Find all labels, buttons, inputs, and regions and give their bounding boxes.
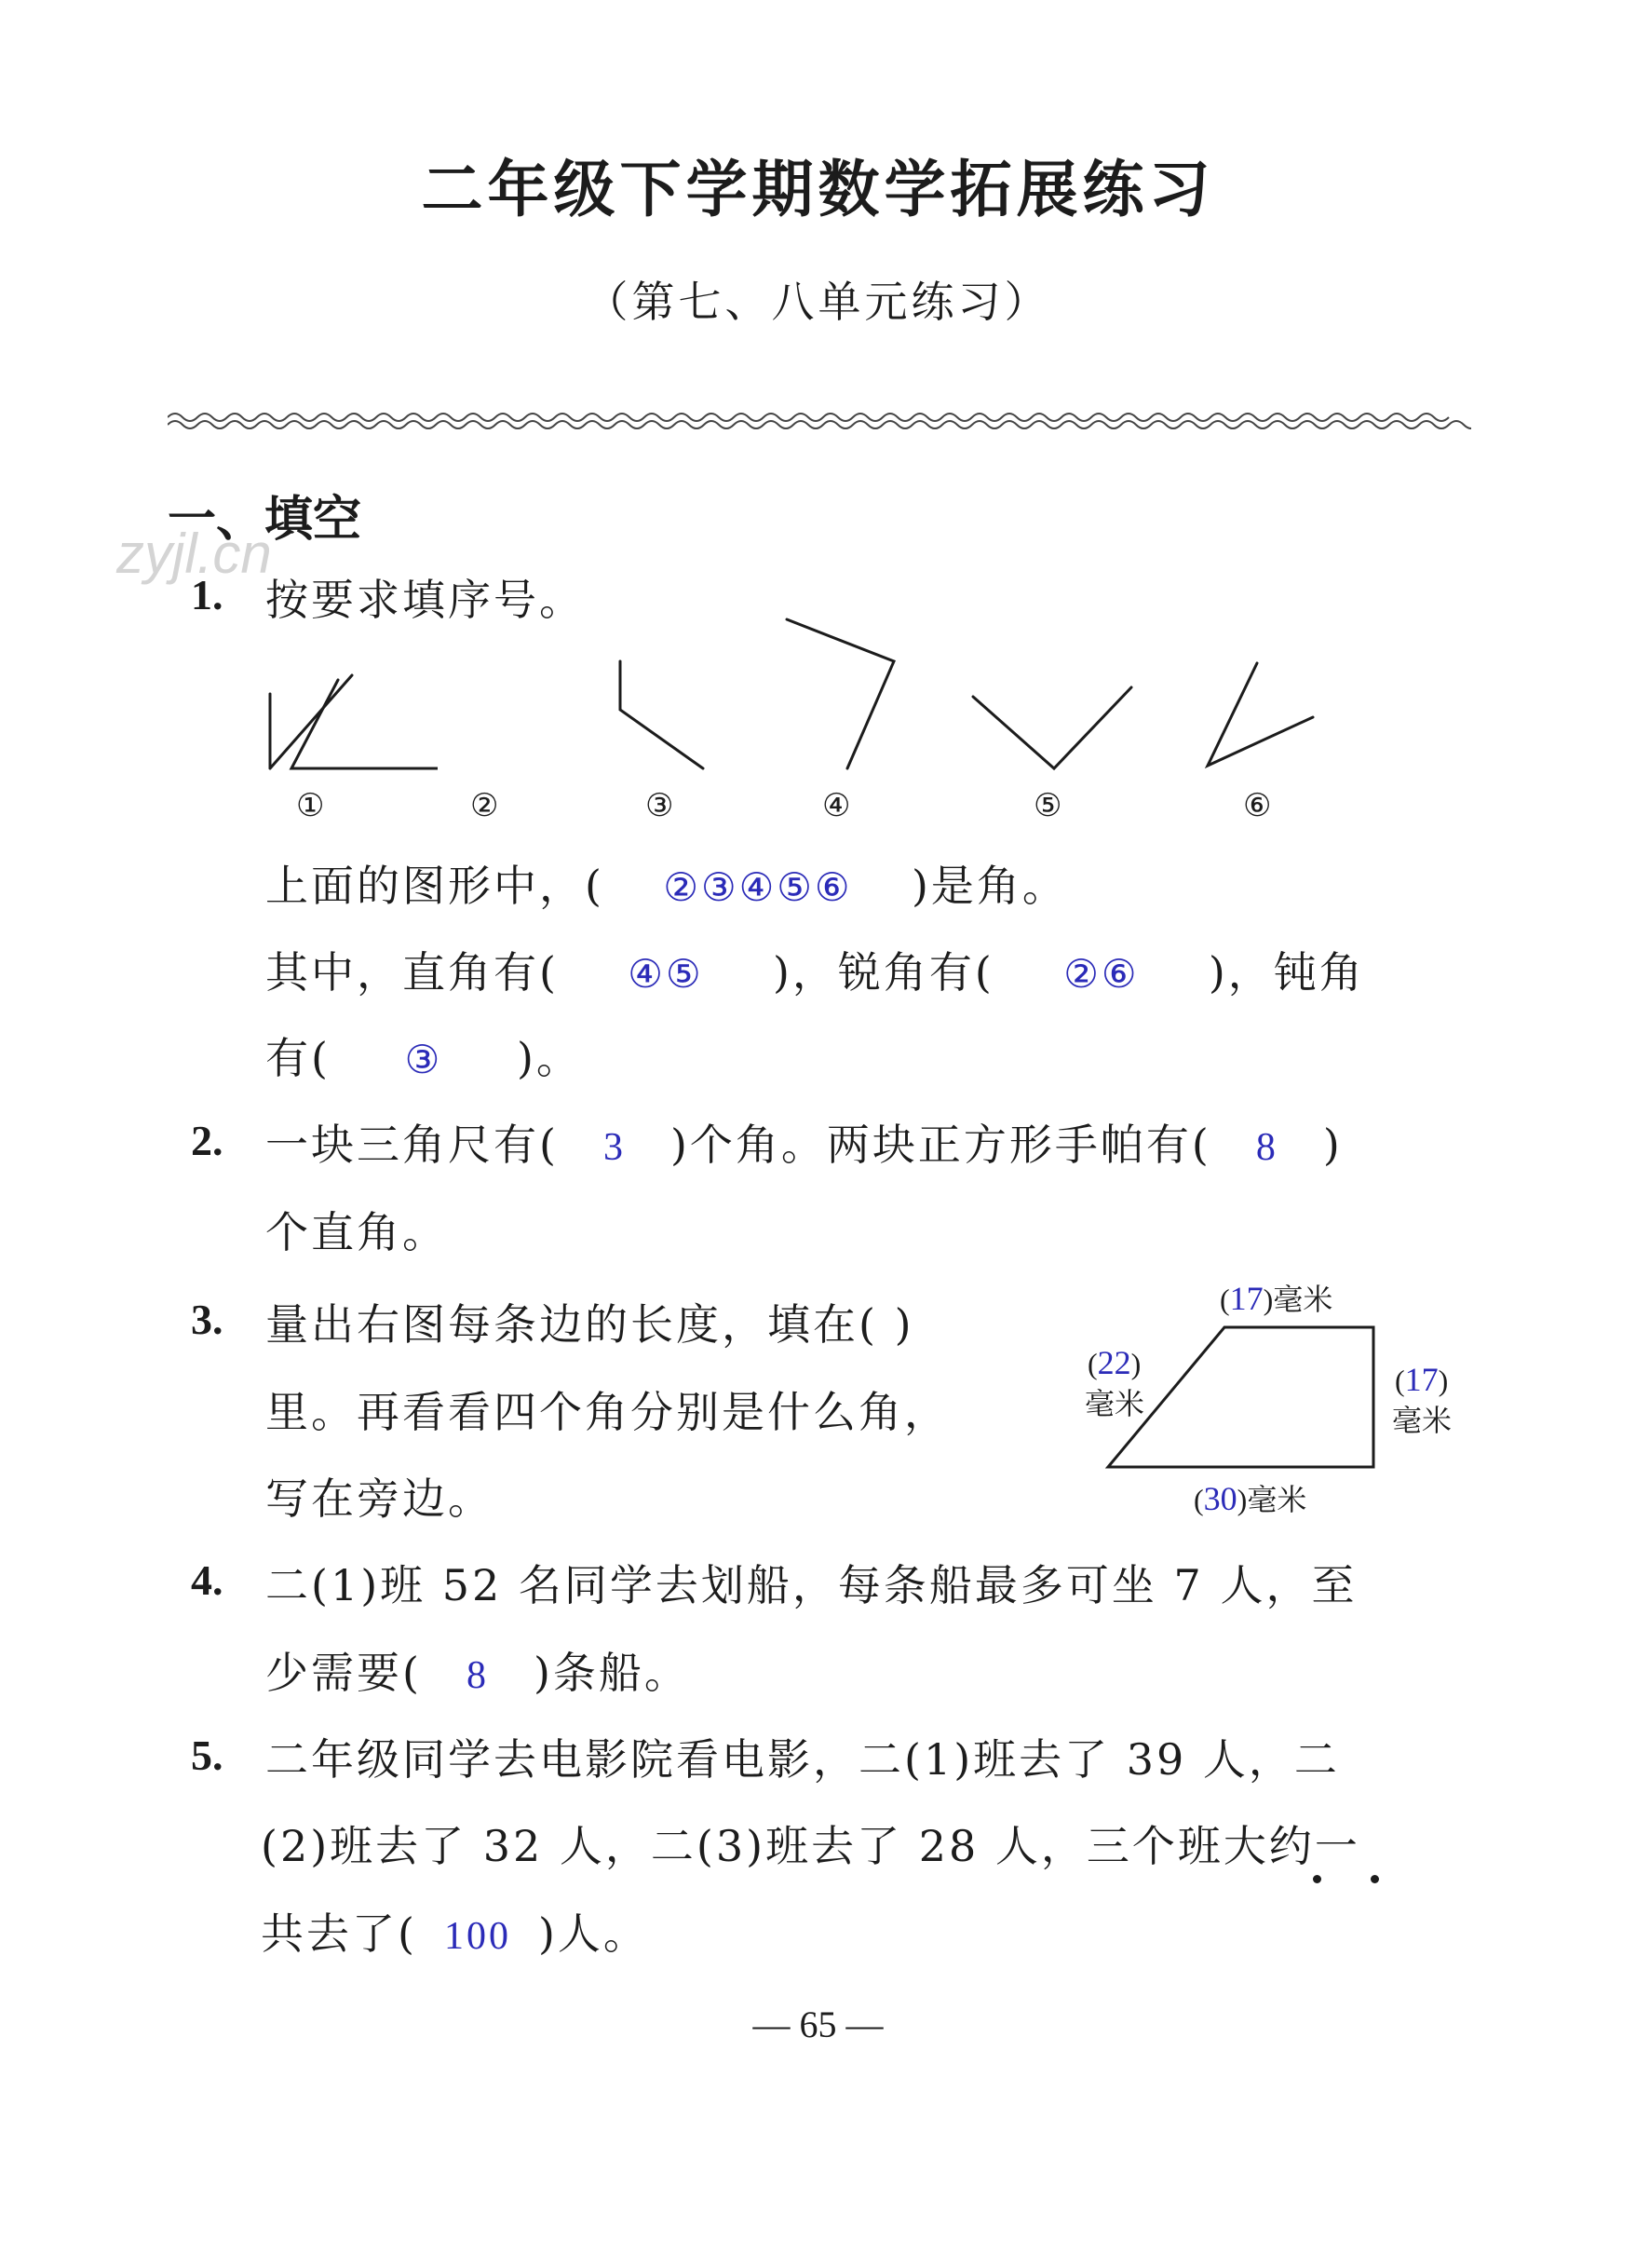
angle-label-5: ⑤ xyxy=(1034,787,1062,824)
angle-label-4: ④ xyxy=(822,787,851,824)
bottom-rp: ) xyxy=(1237,1483,1248,1516)
q5-line1: 二年级同学去电影院看电影，二(1)班去了 39 人，二 xyxy=(265,1734,1340,1785)
q2-line2: 个直角。 xyxy=(265,1207,448,1257)
q2-answer-1: 3 xyxy=(602,1126,626,1169)
q5-answer: 100 xyxy=(443,1915,511,1958)
q2-text-a: 一块三角尺有( xyxy=(265,1120,559,1170)
q5-number: 5. xyxy=(191,1732,223,1779)
q4-line1: 二(1)班 52 名同学去划船，每条船最多可坐 7 人，至 xyxy=(265,1560,1358,1610)
trapezoid-top-measure xyxy=(1220,1276,1332,1319)
angle-label-3: ③ xyxy=(645,787,674,824)
q3-line3: 写在旁边。 xyxy=(265,1474,494,1524)
trapezoid-bottom-answer: 30 xyxy=(1203,1480,1237,1517)
top-unit: 毫米 xyxy=(1273,1283,1333,1316)
q1-line3-text-a: 有( xyxy=(265,1033,331,1083)
trapezoid-top-answer: 17 xyxy=(1229,1280,1264,1317)
trapezoid-right-answer: 17 xyxy=(1404,1361,1439,1398)
q1-answer-angles: ②③④⑤⑥ xyxy=(663,867,853,910)
bottom-unit: 毫米 xyxy=(1247,1483,1307,1516)
trapezoid-left-answer: 22 xyxy=(1097,1344,1131,1381)
emphasis-dot-1 xyxy=(1313,1875,1321,1883)
q1-line1-text-b: )是角。 xyxy=(911,861,1068,911)
trapezoid-bottom-measure xyxy=(1194,1476,1306,1519)
right-rp: ) xyxy=(1438,1364,1449,1397)
angle-label-1: ① xyxy=(296,787,325,824)
q4-number: 4. xyxy=(191,1556,223,1604)
page-title: 二年级下学期数学拓展练习 xyxy=(421,153,1215,225)
q1-answer-right: ④⑤ xyxy=(628,954,704,997)
wavy-divider xyxy=(168,410,1471,432)
q1-number: 1. xyxy=(191,571,223,618)
left-lp: ( xyxy=(1088,1347,1098,1380)
q1-line3 xyxy=(265,1025,582,1086)
q4-answer: 8 xyxy=(466,1654,489,1697)
q2-number: 2. xyxy=(191,1117,223,1164)
angle-figure-2-fix xyxy=(251,605,1350,792)
q1-line2-text-b: )，锐角有( xyxy=(772,947,994,998)
q1-prompt: 按要求填序号。 xyxy=(265,575,585,625)
q2-text-b: )个角。两块正方形手帕有( xyxy=(669,1120,1211,1170)
q1-line2 xyxy=(265,939,1365,1000)
top-lp: ( xyxy=(1220,1283,1230,1316)
trapezoid-right-unit: 毫米 xyxy=(1392,1404,1453,1437)
watermark: zyjl.cn xyxy=(116,523,272,585)
q2-line1 xyxy=(265,1111,1343,1173)
q3-line1: 量出右图每条边的长度，填在( ) xyxy=(265,1299,914,1350)
trapezoid-left-unit: 毫米 xyxy=(1085,1387,1145,1420)
q3-number: 3. xyxy=(191,1296,223,1343)
right-lp: ( xyxy=(1395,1364,1405,1397)
bottom-lp: ( xyxy=(1194,1483,1204,1516)
q2-text-c: ) xyxy=(1322,1120,1343,1170)
left-rp: ) xyxy=(1130,1347,1142,1380)
trapezoid-left-measure xyxy=(1088,1343,1141,1382)
q1-answer-obtuse: ③ xyxy=(404,1039,443,1082)
trapezoid-right-measure xyxy=(1395,1360,1448,1399)
top-rp: ) xyxy=(1263,1283,1274,1316)
q5-text-a: 共去了( xyxy=(261,1908,417,1959)
emphasis-dot-2 xyxy=(1371,1875,1379,1883)
q4-line2 xyxy=(265,1639,690,1701)
q1-answer-acute: ②⑥ xyxy=(1063,954,1140,997)
section-heading: 一、填空 xyxy=(168,491,362,548)
q1-line3-text-b: )。 xyxy=(516,1033,582,1083)
q5-text-b: )人。 xyxy=(537,1908,649,1959)
q4-text-b: )条船。 xyxy=(533,1648,690,1698)
q4-text-a: 少需要( xyxy=(265,1648,422,1698)
q5-line2: (2)班去了 32 人，二(3)班去了 28 人，三个班大约一 xyxy=(261,1821,1360,1871)
angle-label-2: ② xyxy=(470,787,499,824)
q1-line2-text-a: 其中，直角有( xyxy=(265,947,559,998)
page-subtitle: （第七、八单元练习） xyxy=(585,277,1051,327)
page-number: — 65 — xyxy=(752,2003,884,2045)
q1-line1-text-a: 上面的图形中，( xyxy=(265,861,604,911)
q5-line3 xyxy=(261,1900,649,1962)
q1-line1 xyxy=(265,852,1068,914)
q2-answer-2: 8 xyxy=(1255,1126,1278,1169)
angle-label-6: ⑥ xyxy=(1243,787,1272,824)
q1-line2-text-c: )，钝角 xyxy=(1208,947,1365,998)
q3-line2: 里。再看看四个角分别是什么角， xyxy=(265,1387,950,1437)
